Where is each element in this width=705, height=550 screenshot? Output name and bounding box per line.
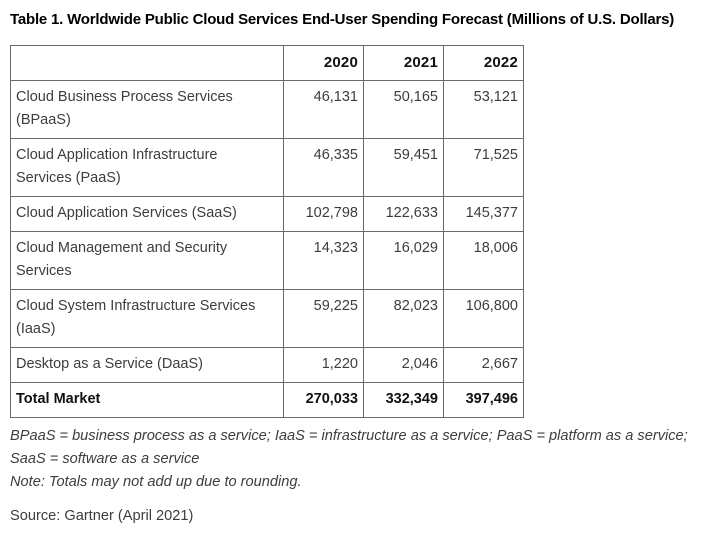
value-cell-2020: 270,033	[284, 383, 364, 418]
header-cell-2022: 2022	[444, 46, 524, 81]
header-cell-2020: 2020	[284, 46, 364, 81]
table-title: Table 1. Worldwide Public Cloud Services End-User Spending Forecast (Millions of U.S. Dollars)	[10, 11, 675, 28]
row-label: Cloud System Infrastructure Services (IaaS)	[11, 290, 284, 348]
spending-forecast-table	[10, 45, 524, 418]
value-cell-2021: 122,633	[364, 197, 444, 232]
rounding-note: Note: Totals may not add up due to rounding.	[10, 474, 302, 490]
table-row	[11, 81, 524, 139]
abbreviations-note: BPaaS = business process as a service; IaaS = infrastructure as a service; PaaS = platform as a service; SaaS = software as a service	[10, 428, 688, 467]
row-label: Desktop as a Service (DaaS)	[11, 348, 284, 383]
value-cell-2022: 71,525	[444, 139, 524, 197]
row-label: Cloud Application Services (SaaS)	[11, 197, 284, 232]
source-line: Source: Gartner (April 2021)	[10, 508, 194, 524]
row-label: Cloud Business Process Services (BPaaS)	[11, 81, 284, 139]
value-cell-2020: 59,225	[284, 290, 364, 348]
value-cell-2020: 14,323	[284, 232, 364, 290]
value-cell-2022: 18,006	[444, 232, 524, 290]
value-cell-2022: 397,496	[444, 383, 524, 418]
table-row	[11, 197, 524, 232]
table-row	[11, 348, 524, 383]
header-cell-empty	[11, 46, 284, 81]
total-row	[11, 383, 524, 418]
value-cell-2022: 106,800	[444, 290, 524, 348]
row-label: Cloud Application Infrastructure Services (PaaS)	[11, 139, 284, 197]
value-cell-2022: 2,667	[444, 348, 524, 383]
table-header-row	[11, 46, 524, 81]
value-cell-2020: 46,131	[284, 81, 364, 139]
value-cell-2020: 1,220	[284, 348, 364, 383]
row-label: Cloud Management and Security Services	[11, 232, 284, 290]
footnotes-block	[10, 425, 695, 494]
row-label: Total Market	[11, 383, 284, 418]
table-row	[11, 290, 524, 348]
table-row	[11, 139, 524, 197]
value-cell-2021: 332,349	[364, 383, 444, 418]
table-row	[11, 232, 524, 290]
table-body	[11, 81, 524, 418]
value-cell-2021: 16,029	[364, 232, 444, 290]
value-cell-2022: 145,377	[444, 197, 524, 232]
header-cell-2021: 2021	[364, 46, 444, 81]
value-cell-2021: 2,046	[364, 348, 444, 383]
value-cell-2022: 53,121	[444, 81, 524, 139]
value-cell-2020: 102,798	[284, 197, 364, 232]
value-cell-2021: 82,023	[364, 290, 444, 348]
value-cell-2020: 46,335	[284, 139, 364, 197]
value-cell-2021: 59,451	[364, 139, 444, 197]
value-cell-2021: 50,165	[364, 81, 444, 139]
